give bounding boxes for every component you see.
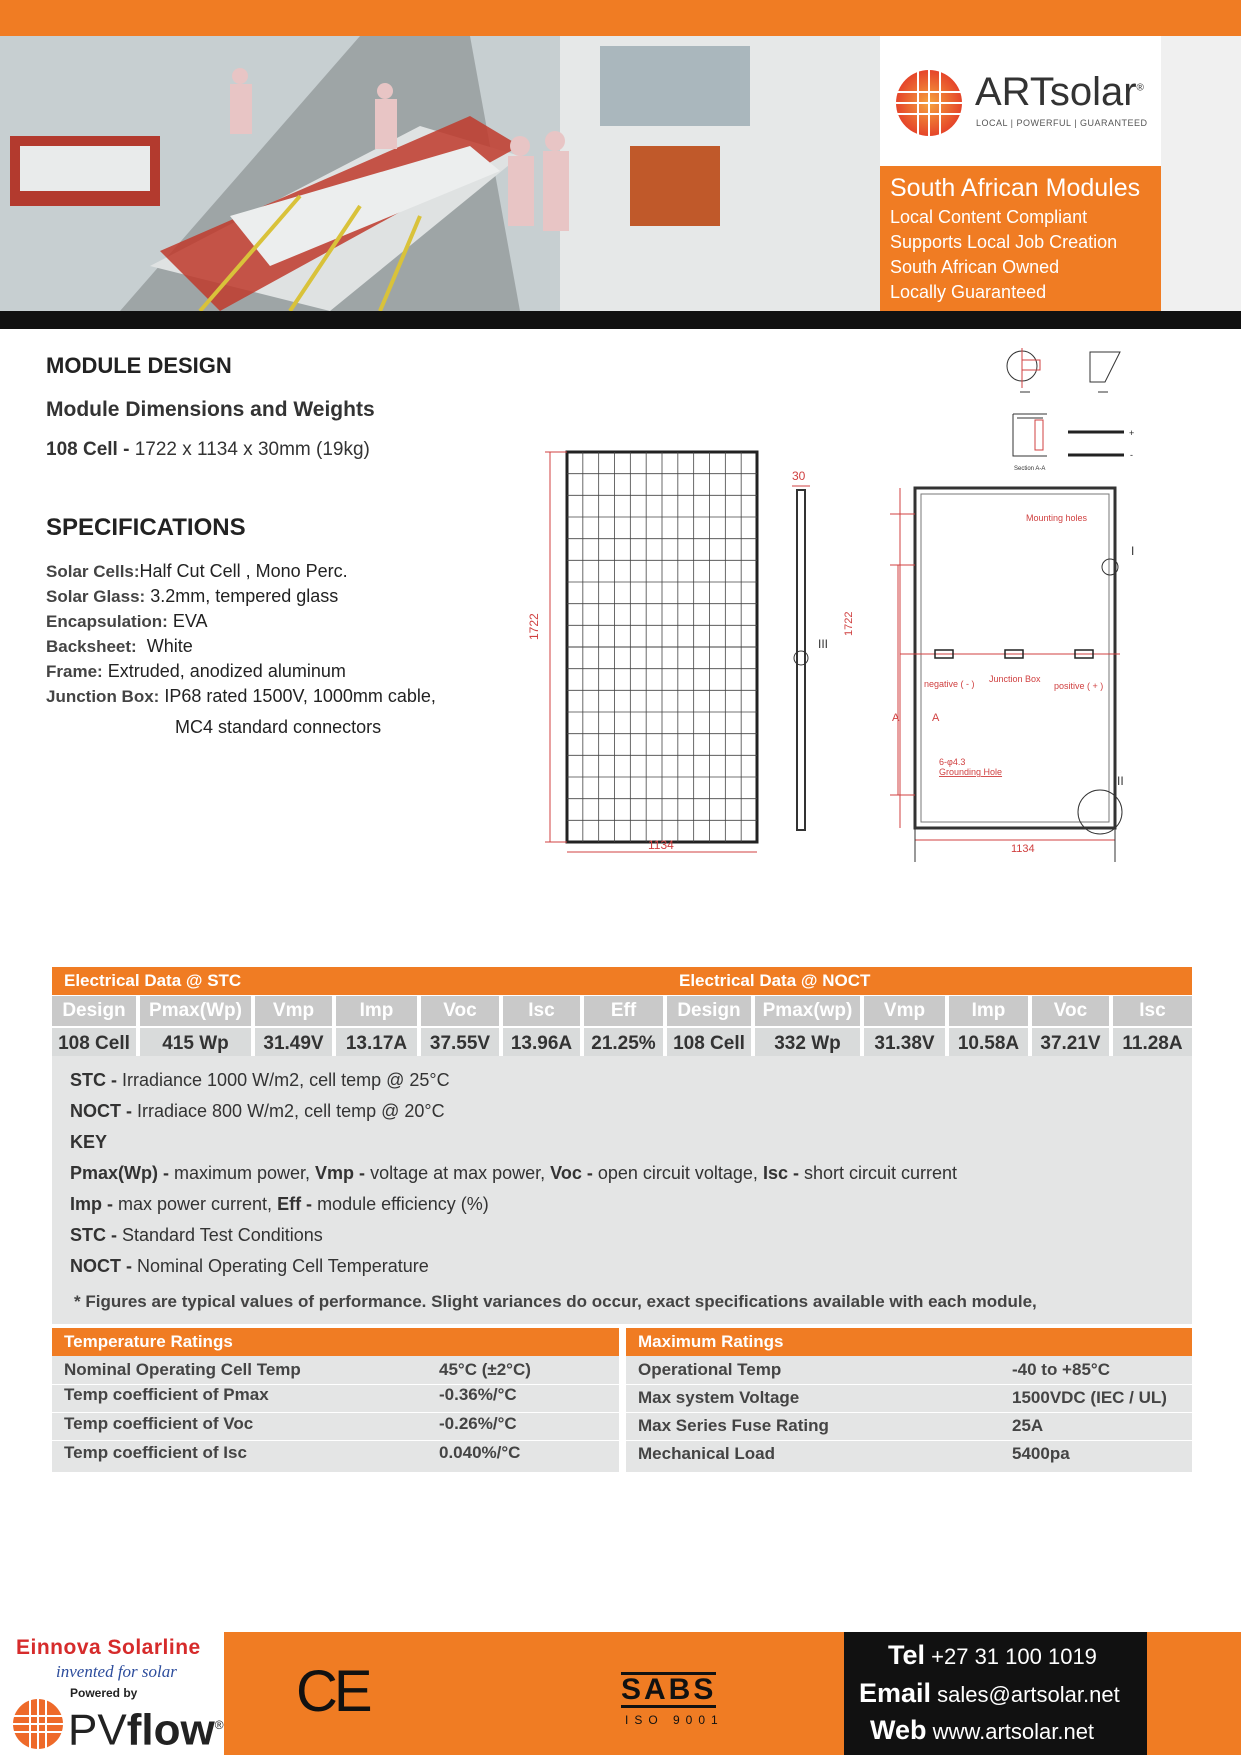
note-term: STC - — [70, 1225, 117, 1245]
brand-name-part-a: ART — [975, 70, 1050, 114]
max-rating-value: 1500VDC (IEC / UL) — [1012, 1388, 1167, 1407]
footer-certifications — [224, 1632, 844, 1755]
stc-header-cell: Design — [52, 996, 136, 1026]
noct-value-cell: 31.38V — [864, 1028, 945, 1060]
stc-value-cell: 415 Wp — [140, 1028, 251, 1060]
height-dim-label: 1722 — [527, 613, 541, 640]
stc-table-title: Electrical Data @ STC — [52, 967, 667, 995]
tel-label: Tel — [888, 1640, 926, 1670]
note-text: Irradiance 1000 W/m2, cell temp @ 25°C — [117, 1070, 450, 1090]
rear-view — [843, 488, 1134, 862]
note-term: Isc - — [762, 1163, 799, 1183]
iso-9001-mark: ISO 9001 — [625, 1713, 724, 1727]
maximum-ratings-title: Maximum Ratings — [626, 1328, 1192, 1356]
note-term: Pmax(Wp) - — [70, 1163, 169, 1183]
spec-row-backsheet — [46, 636, 193, 657]
spec-value: EVA — [172, 611, 208, 631]
note-term: Eff - — [277, 1194, 313, 1214]
promo-line: South African Owned — [890, 257, 1060, 277]
stc-header-cell: Imp — [336, 996, 417, 1026]
note-noct-def — [70, 1256, 429, 1277]
temp-rating-value: 0.040%/°C — [439, 1443, 521, 1462]
promo-title: South African Modules — [890, 174, 1141, 202]
footer-right-band — [1147, 1632, 1241, 1755]
max-rating-label: Operational Temp — [638, 1360, 782, 1379]
note-key-line-2 — [70, 1194, 489, 1215]
spec-label: Backsheet: — [46, 637, 137, 656]
spec-label: Frame: — [46, 662, 103, 681]
section-a-mark: A — [932, 712, 940, 724]
front-view — [527, 452, 757, 852]
disclaimer: * Figures are typical values of performance. Slight variances do occur, exact specifications available with each module, — [74, 1292, 1037, 1311]
noct-header-cell: Imp — [949, 996, 1028, 1026]
stc-header-cell: Voc — [421, 996, 499, 1026]
pvflow-sun-icon — [12, 1698, 64, 1750]
dimensions-subtitle: Module Dimensions and Weights — [46, 398, 375, 421]
contact-tel — [888, 1640, 1097, 1671]
dimensions-value: 1722 x 1134 x 30mm (19kg) — [129, 439, 370, 460]
side-view — [792, 469, 828, 830]
notes-panel — [52, 1056, 1192, 1324]
max-rating-value: 5400pa — [1012, 1444, 1070, 1463]
factory-photo — [0, 36, 880, 311]
grounding-size-label: 6-φ4.3 — [939, 757, 966, 767]
module-design-title: MODULE DESIGN — [46, 353, 232, 378]
note-text: maximum power, — [169, 1163, 316, 1183]
spec-value: 3.2mm, tempered glass — [150, 586, 339, 606]
detail-mark-i: I — [1131, 544, 1135, 558]
max-rating-label: Max system Voltage — [638, 1388, 800, 1407]
note-term: STC - — [70, 1070, 117, 1090]
note-text: Standard Test Conditions — [117, 1225, 323, 1245]
note-key-heading: KEY — [70, 1132, 108, 1152]
noct-header-cell: Vmp — [864, 996, 945, 1026]
spec-label: Solar Glass: — [46, 587, 146, 606]
spec-row-solar-glass — [46, 586, 338, 607]
temp-rating-value: -0.36%/°C — [439, 1385, 517, 1404]
spec-row-solar-cells — [46, 561, 348, 582]
brand-name-part-b: solar — [1049, 70, 1137, 114]
sabs-mark: SABS — [621, 1673, 717, 1706]
stc-value-cell: 31.49V — [255, 1028, 332, 1060]
spec-value: Extruded, anodized aluminum — [107, 661, 346, 681]
spec-row-junction-box — [46, 686, 436, 707]
spec-row-frame — [46, 661, 346, 682]
max-rating-label: Max Series Fuse Rating — [638, 1416, 829, 1435]
header-dark-divider — [0, 311, 1241, 329]
negative-label: negative ( - ) — [924, 679, 975, 689]
temp-rating-value: -0.26%/°C — [439, 1414, 517, 1433]
note-key — [70, 1132, 107, 1153]
max-rating-value: -40 to +85°C — [1012, 1360, 1110, 1379]
footer-partner-logos — [0, 1632, 224, 1755]
header-right-panel — [1161, 36, 1241, 311]
email-label: Email — [859, 1678, 932, 1708]
spec-value: White — [146, 636, 193, 656]
temperature-ratings-table — [52, 1356, 619, 1472]
promo-line: Local Content Compliant — [890, 207, 1088, 227]
spec-value: IP68 rated 1500V, 1000mm cable, — [164, 686, 436, 706]
note-term: NOCT - — [70, 1101, 132, 1121]
stc-header-cell: Isc — [503, 996, 580, 1026]
dimensions-label: 108 Cell - — [46, 439, 130, 460]
spec-row-encapsulation — [46, 611, 208, 632]
thickness-dim-label: 30 — [792, 469, 806, 483]
tel-value: +27 31 100 1019 — [931, 1644, 1097, 1669]
noct-header-cell: Isc — [1113, 996, 1192, 1026]
contact-web — [870, 1715, 1094, 1746]
temp-rating-label: Temp coefficient of Voc — [64, 1414, 254, 1433]
section-a-mark: A — [892, 712, 900, 724]
positive-label: positive ( + ) — [1054, 681, 1104, 691]
max-rating-label: Mechanical Load — [638, 1444, 775, 1463]
stc-header-cell: Vmp — [255, 996, 332, 1026]
promo-line: Locally Guaranteed — [890, 282, 1047, 302]
connector-plus-label: + — [1129, 428, 1135, 438]
junction-box-label: Junction Box — [989, 674, 1041, 684]
note-term: Voc - — [550, 1163, 593, 1183]
maximum-ratings-table — [626, 1356, 1192, 1472]
ce-mark: CE — [296, 1659, 369, 1724]
note-text: short circuit current — [798, 1163, 958, 1183]
top-orange-bar — [0, 0, 1241, 36]
specifications-title: SPECIFICATIONS — [46, 514, 246, 541]
temp-rating-label: Nominal Operating Cell Temp — [64, 1360, 301, 1379]
stc-value-cell: 21.25% — [584, 1028, 663, 1060]
noct-value-cell: 332 Wp — [755, 1028, 860, 1060]
pvflow-pv: PV — [68, 1705, 127, 1755]
contact-email — [859, 1678, 1120, 1709]
noct-header-cell: Voc — [1032, 996, 1109, 1026]
web-value: www.artsolar.net — [932, 1719, 1095, 1744]
brand-logo-box — [880, 36, 1161, 166]
mounting-holes-label: Mounting holes — [1026, 513, 1088, 523]
einnova-logo-text: Einnova Solarline — [16, 1636, 201, 1659]
email-value: sales@artsolar.net — [937, 1682, 1120, 1707]
note-text: voltage at max power, — [365, 1163, 551, 1183]
pvflow-logo-text — [68, 1700, 224, 1756]
temp-rating-label: Temp coefficient of Pmax — [64, 1385, 269, 1404]
note-text: module efficiency (%) — [312, 1194, 489, 1214]
spec-value: Half Cut Cell , Mono Perc. — [139, 561, 348, 581]
note-text: max power current, — [113, 1194, 278, 1214]
spec-label: Junction Box: — [46, 687, 160, 706]
factory-photo-illustration — [0, 36, 880, 311]
note-key-line-1 — [70, 1163, 957, 1184]
max-rating-value: 25A — [1012, 1416, 1044, 1435]
detail-mark-ii: II — [1117, 774, 1124, 788]
stc-value-cell: 13.96A — [503, 1028, 580, 1060]
noct-value-cell: 108 Cell — [667, 1028, 751, 1060]
note-text: Irradiace 800 W/m2, cell temp @ 20°C — [132, 1101, 445, 1121]
rear-width-dim-label: 1134 — [1011, 843, 1035, 855]
noct-value-cell: 10.58A — [949, 1028, 1028, 1060]
width-dim-label: 1134 — [648, 838, 674, 852]
spec-label: Solar Cells: — [46, 562, 140, 581]
noct-header-cell: Pmax(wp) — [755, 996, 860, 1026]
pvflow-registered-mark: ® — [214, 1718, 224, 1732]
temp-rating-label: Temp coefficient of Isc — [64, 1443, 247, 1462]
detail-mark-iii: III — [818, 637, 829, 651]
temp-rating-value: 45°C (±2°C) — [439, 1360, 531, 1379]
noct-value-cell: 37.21V — [1032, 1028, 1109, 1060]
noct-value-cell: 11.28A — [1113, 1028, 1192, 1060]
note-term: Vmp - — [315, 1163, 366, 1183]
stc-value-cell: 13.17A — [336, 1028, 417, 1060]
note-stc — [70, 1070, 450, 1091]
note-stc-def — [70, 1225, 323, 1246]
brand-tagline: LOCAL | POWERFUL | GUARANTEED — [976, 118, 1148, 128]
stc-header-cell: Eff — [584, 996, 663, 1026]
section-aa-label: Section A-A — [1014, 466, 1046, 472]
module-technical-drawing — [520, 340, 1140, 870]
note-term: Imp - — [70, 1194, 113, 1214]
einnova-tagline: invented for solar — [56, 1662, 177, 1681]
spec-junction-continued: MC4 standard connectors — [175, 717, 382, 737]
powered-by-label: Powered by — [70, 1686, 138, 1700]
pvflow-flow: flow — [126, 1705, 215, 1755]
note-text: open circuit voltage, — [592, 1163, 763, 1183]
brand-registered-mark: ® — [1136, 82, 1144, 94]
sun-logo-icon — [894, 68, 964, 138]
stc-value-cell: 108 Cell — [52, 1028, 136, 1060]
footer-contact — [844, 1632, 1147, 1755]
web-label: Web — [870, 1715, 927, 1745]
rear-height-dim-label: 1722 — [843, 611, 855, 636]
connector-minus-label: - — [1130, 450, 1133, 460]
note-term: NOCT - — [70, 1256, 132, 1276]
spec-label: Encapsulation: — [46, 612, 168, 631]
noct-header-cell: Design — [667, 996, 751, 1026]
grounding-hole-label: Grounding Hole — [939, 767, 1003, 777]
note-text: Nominal Operating Cell Temperature — [132, 1256, 429, 1276]
detail-views — [1007, 348, 1134, 472]
stc-value-cell: 37.55V — [421, 1028, 499, 1060]
dimensions-line — [46, 439, 370, 461]
promo-panel — [880, 166, 1161, 311]
noct-table-title: Electrical Data @ NOCT — [667, 967, 1192, 995]
temperature-ratings-title: Temperature Ratings — [52, 1328, 619, 1356]
brand-name — [975, 70, 1144, 115]
stc-header-cell: Pmax(Wp) — [140, 996, 251, 1026]
promo-line: Supports Local Job Creation — [890, 232, 1118, 252]
note-noct — [70, 1101, 445, 1122]
